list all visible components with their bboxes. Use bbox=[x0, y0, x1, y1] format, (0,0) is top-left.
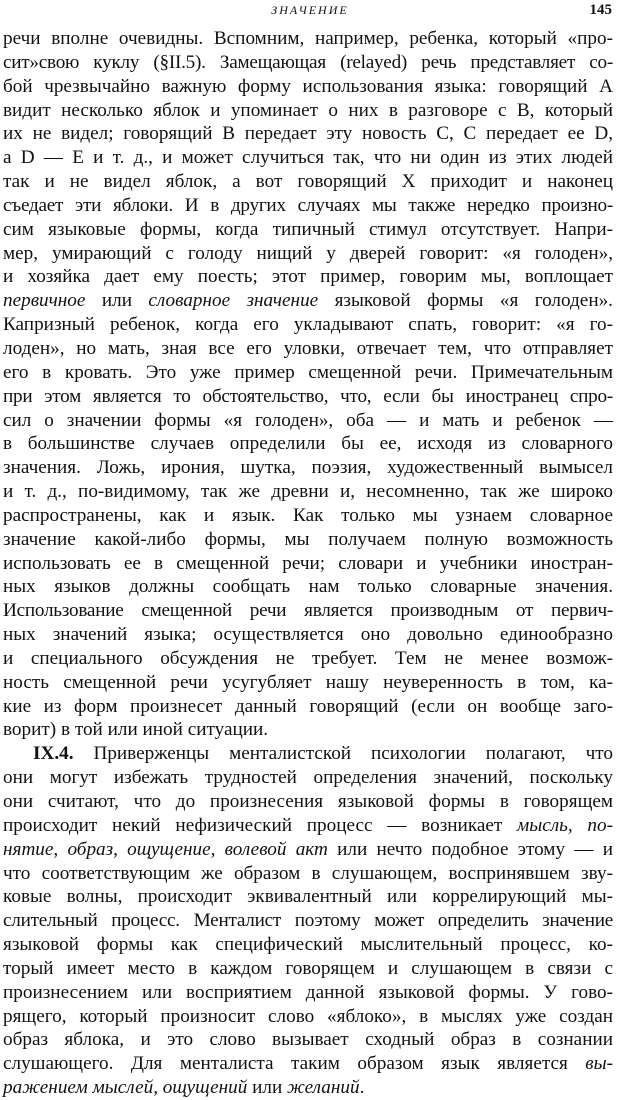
body-text bbox=[3, 27, 613, 1100]
text-run: или bbox=[247, 1077, 288, 1099]
text-line bbox=[3, 1005, 613, 1029]
text-line bbox=[3, 504, 613, 528]
text-run: использовать ее в смещенной речи; словари и учебники иностран- bbox=[3, 552, 613, 574]
text-run: ных языков должны сообщать нам только словарные значения. bbox=[3, 576, 613, 598]
text-run: . bbox=[359, 1077, 365, 1099]
text-line bbox=[3, 599, 613, 623]
text-line bbox=[3, 289, 613, 313]
text-run: лоден», но мать, зная все его уловки, отвечает тем, что отправляет bbox=[3, 337, 613, 359]
text-line bbox=[3, 337, 613, 361]
text-run: или bbox=[85, 290, 149, 312]
text-run: кие из форм произнесет данный говорящий (если он вообще заго- bbox=[3, 695, 613, 717]
text-line bbox=[3, 27, 613, 51]
text-run: значения. Ложь, ирония, шутка, поэзия, художественный вымысел bbox=[3, 457, 613, 479]
text-line bbox=[3, 313, 613, 337]
text-run: и т. д., по-видимому, так же древни и, несомненно, так же широко bbox=[3, 481, 613, 503]
text-line bbox=[3, 170, 613, 194]
text-line bbox=[3, 981, 613, 1005]
text-run: рящего, который произносит слово «яблоко», в мыслях уже создан bbox=[3, 1005, 613, 1027]
text-line bbox=[3, 552, 613, 576]
text-line bbox=[3, 766, 613, 790]
text-run: сим языковые формы, когда типичный стимул отсутствует. Напри- bbox=[3, 218, 613, 240]
text-line bbox=[3, 146, 613, 170]
italic-term: первичное bbox=[3, 290, 86, 312]
text-line bbox=[3, 623, 613, 647]
text-run: Капризный ребенок, когда его укладывают спать, говорит: «я го- bbox=[3, 314, 613, 336]
text-run: a D — E и т. д., и может случиться так, что ни один из этих людей bbox=[3, 147, 613, 169]
text-line bbox=[3, 51, 613, 75]
text-line bbox=[3, 957, 613, 981]
text-line bbox=[3, 122, 613, 146]
text-run: они могут избежать трудностей определения значений, поскольку bbox=[3, 767, 613, 789]
page-header bbox=[0, 0, 620, 24]
text-run: в большинстве случаев определили бы ее, исходя из словарного bbox=[3, 433, 613, 455]
text-run: и специального обсуждения не требует. Тем не менее возмож- bbox=[3, 647, 613, 669]
text-run: ворит) в той или иной ситуации. bbox=[3, 719, 269, 741]
text-line bbox=[3, 862, 613, 886]
text-run: Приверженцы менталистской психологии полагают, что bbox=[73, 743, 613, 765]
italic-term: вы- bbox=[585, 1053, 613, 1075]
text-line bbox=[3, 218, 613, 242]
text-line bbox=[3, 885, 613, 909]
text-line bbox=[3, 838, 613, 862]
italic-term: ражением мыслей, ощущений bbox=[3, 1077, 248, 1099]
text-run: так и не видел яблок, а вот говорящий X приходит и наконец bbox=[3, 171, 613, 193]
text-line bbox=[3, 480, 613, 504]
running-head: ЗНАЧЕНИЕ bbox=[271, 3, 349, 17]
text-run: или нечто подобное этому — и bbox=[327, 838, 613, 860]
text-line bbox=[3, 575, 613, 599]
text-line bbox=[3, 1052, 613, 1076]
text-line bbox=[3, 99, 613, 123]
text-run: ных значений языка; осуществляется оно довольно единообразно bbox=[3, 624, 613, 646]
text-line bbox=[3, 695, 613, 719]
text-run: мер, умирающий с голоду нищий у дверей говорит: «я голоден», bbox=[3, 242, 613, 264]
text-run: значение какой-либо формы, мы получаем полную возможность bbox=[3, 528, 613, 550]
text-line bbox=[3, 1076, 613, 1100]
text-line bbox=[3, 718, 613, 742]
text-line bbox=[3, 456, 613, 480]
text-run: они считают, что до произнесения языковой формы в говорящем bbox=[3, 791, 613, 812]
italic-term: словарное значение bbox=[148, 290, 319, 312]
text-run: слительный процесс. Менталист поэтому может определить значение bbox=[3, 910, 613, 932]
text-line bbox=[3, 265, 613, 289]
text-line bbox=[3, 671, 613, 695]
text-line bbox=[3, 909, 613, 933]
text-line bbox=[3, 647, 613, 671]
text-line bbox=[3, 409, 613, 433]
text-run: языковой формы «я голоден». bbox=[318, 290, 613, 312]
text-run: сит»свою куклу (§II.5). Замещающая (relayed) речь представляет со- bbox=[3, 51, 613, 73]
text-line bbox=[3, 814, 613, 838]
text-run: их не видел; говорящий В передает эту новость С, С передает ее D, bbox=[3, 123, 613, 145]
text-line bbox=[3, 432, 613, 456]
text-line bbox=[3, 361, 613, 385]
text-line bbox=[3, 75, 613, 99]
italic-term: желаний bbox=[287, 1077, 360, 1099]
text-run: и хозяйка дает ему поесть; этот пример, говорим мы, воплощает bbox=[3, 266, 613, 288]
text-run: распространены, как и язык. Как только мы узнаем словарное bbox=[3, 504, 613, 526]
text-run: что соответствующим же образом в слушающем, воспринявшем зву- bbox=[3, 862, 613, 884]
page-number: 145 bbox=[589, 2, 612, 18]
text-line bbox=[3, 742, 613, 766]
text-line bbox=[3, 385, 613, 409]
text-line bbox=[3, 242, 613, 266]
text-run: сил о значении формы «я голоден», оба — и мать и ребенок — bbox=[3, 409, 613, 431]
text-line bbox=[3, 933, 613, 957]
text-run: съедает эти яблоки. И в других случаях мы также нередко произно- bbox=[3, 194, 613, 216]
text-run: происходит некий нефизический процесс — возникает bbox=[3, 814, 518, 836]
text-run: видит несколько яблок и упоминает о них в разговоре с В, который bbox=[3, 99, 613, 121]
section-number: IX.4. bbox=[33, 743, 74, 765]
text-run: торый имеет место в каждом говорящем и слушающем в связи с bbox=[3, 957, 613, 979]
italic-term: нятие, образ, ощущение, волевой акт bbox=[3, 838, 328, 860]
text-run: Использование смещенной речи является производным от первич- bbox=[3, 600, 613, 622]
text-line bbox=[3, 194, 613, 218]
text-run: при этом является то обстоятельство, что, если бы иностранец спро- bbox=[3, 385, 613, 407]
italic-term: мысль, по- bbox=[517, 814, 613, 836]
text-run: образ яблока, и это слово вызывает сходный образ в сознании bbox=[3, 1029, 613, 1051]
text-run: произнесением или восприятием данной языковой формы. У гово- bbox=[3, 981, 613, 1003]
text-run: его в кровать. Это уже пример смещенной речи. Примечательным bbox=[3, 361, 613, 383]
text-line bbox=[3, 1028, 613, 1052]
text-run: бой чрезвычайно важную форму использования языка: говорящий А bbox=[3, 75, 613, 97]
text-run: слушающего. Для менталиста таким образом язык является bbox=[3, 1053, 586, 1075]
text-line bbox=[3, 528, 613, 552]
text-run: ковые волны, происходит эквивалентный или коррелирующий мы- bbox=[3, 886, 613, 908]
text-run: речи вполне очевидны. Вспомним, например, ребенка, который «про- bbox=[3, 28, 613, 49]
text-run: языковой формы как специфический мыслительный процесс, ко- bbox=[3, 934, 613, 956]
text-line bbox=[3, 790, 613, 814]
text-run: ность смещенной речи усугубляет нашу неуверенность в том, ка- bbox=[3, 671, 613, 693]
